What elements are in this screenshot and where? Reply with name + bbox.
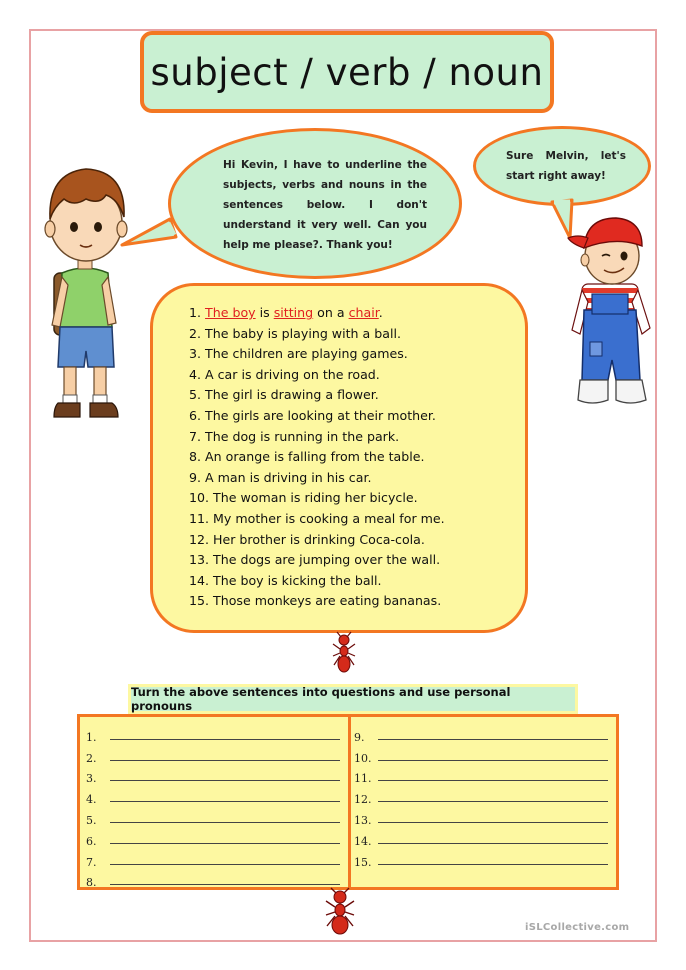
answer-number: 1. [86, 730, 97, 744]
sentence-item: 8. An orange is falling from the table. [189, 449, 425, 465]
melvin-speech-text: Sure Melvin, let's start right away! [506, 150, 626, 182]
sentence-list-box [150, 283, 528, 633]
kevin-speech-text: Hi Kevin, I have to underline the subjects, verbs and nouns in the sentences below. I don't understand it very well. Can you help me please?. Thank you! [223, 159, 427, 251]
answer-line-14[interactable] [354, 827, 612, 848]
answer-rule [378, 822, 608, 823]
example-subject: The boy [205, 305, 256, 320]
sentence-item: 13. The dogs are jumping over the wall. [189, 552, 441, 568]
sentence-item: 10. The woman is riding her bicycle. [189, 490, 418, 506]
answer-number: 14. [354, 834, 372, 848]
answer-rule [110, 843, 340, 844]
answer-number: 9. [354, 730, 365, 744]
answer-line-3[interactable] [86, 765, 344, 786]
sentence-item: 4. A car is driving on the road. [189, 366, 380, 382]
answer-number: 12. [354, 793, 372, 807]
answer-line-10[interactable] [354, 744, 612, 765]
answer-number: 10. [354, 751, 372, 765]
melvin-boy-illustration [566, 210, 658, 415]
answer-rule [378, 780, 608, 781]
column-divider [348, 717, 351, 887]
answer-line-4[interactable] [86, 785, 344, 806]
answer-rule [378, 760, 608, 761]
answer-line-13[interactable] [354, 806, 612, 827]
sentence-item: 6. The girls are looking at their mother. [189, 407, 436, 423]
ant-icon [324, 888, 356, 936]
sentence-item: 2. The baby is playing with a ball. [189, 325, 401, 341]
melvin-speech-bubble [473, 126, 651, 206]
answer-rule [378, 843, 608, 844]
ant-icon [332, 632, 356, 674]
example-number: 1. [189, 305, 202, 320]
sentence-item: 9. A man is driving in his car. [189, 469, 372, 485]
answer-number: 11. [354, 772, 372, 786]
answer-lines-box [77, 714, 619, 890]
answer-column-left [86, 723, 344, 889]
answer-line-11[interactable] [354, 765, 612, 786]
answer-rule [378, 864, 608, 865]
answer-rule [110, 864, 340, 865]
answer-line-9[interactable] [354, 723, 612, 744]
answer-number: 6. [86, 834, 97, 848]
sentence-item: 7. The dog is running in the park. [189, 428, 400, 444]
answer-number: 5. [86, 813, 97, 827]
example-noun: chair [348, 305, 379, 320]
sentence-item: 14. The boy is kicking the ball. [189, 572, 382, 588]
answer-rule [378, 739, 608, 740]
page-title: subject / verb / noun [150, 50, 544, 94]
answer-line-2[interactable] [86, 744, 344, 765]
sentence-item: 11. My mother is cooking a meal for me. [189, 510, 445, 526]
example-word-is: is [259, 305, 270, 320]
answer-rule [110, 760, 340, 761]
answer-rule [110, 801, 340, 802]
sentence-item: 3. The children are playing games. [189, 346, 408, 362]
answer-rule [110, 780, 340, 781]
answer-rule [378, 801, 608, 802]
kevin-speech-bubble [168, 128, 462, 279]
example-word-on-a: on a [317, 305, 345, 320]
title-box [140, 31, 554, 113]
watermark: iSLCollective.com [525, 922, 630, 933]
answer-line-6[interactable] [86, 827, 344, 848]
sentence-item: 15. Those monkeys are eating bananas. [189, 593, 442, 609]
sentence-item-1 [189, 303, 445, 324]
answer-number: 3. [86, 772, 97, 786]
answer-line-12[interactable] [354, 785, 612, 806]
answer-number: 2. [86, 751, 97, 765]
answer-rule [110, 884, 340, 885]
answer-line-15[interactable] [354, 848, 612, 869]
sentence-item: 12. Her brother is drinking Coca-cola. [189, 531, 425, 547]
example-end: . [378, 305, 383, 320]
answer-rule [110, 739, 340, 740]
task-instruction-box [128, 684, 578, 714]
answer-number: 4. [86, 793, 97, 807]
answer-number: 13. [354, 813, 372, 827]
answer-line-5[interactable] [86, 806, 344, 827]
answer-number: 8. [86, 876, 97, 890]
answer-number: 7. [86, 855, 97, 869]
kevin-boy-illustration [40, 155, 130, 425]
task-instruction: Turn the above sentences into questions and use personal pronouns [131, 685, 511, 713]
sentence-item: 5. The girl is drawing a flower. [189, 387, 379, 403]
answer-line-7[interactable] [86, 848, 344, 869]
answer-rule [110, 822, 340, 823]
example-verb: sitting [273, 305, 314, 320]
answer-line-1[interactable] [86, 723, 344, 744]
answer-column-right [354, 723, 612, 869]
answer-number: 15. [354, 855, 372, 869]
sentence-list [189, 303, 445, 612]
answer-line-8[interactable] [86, 869, 344, 890]
